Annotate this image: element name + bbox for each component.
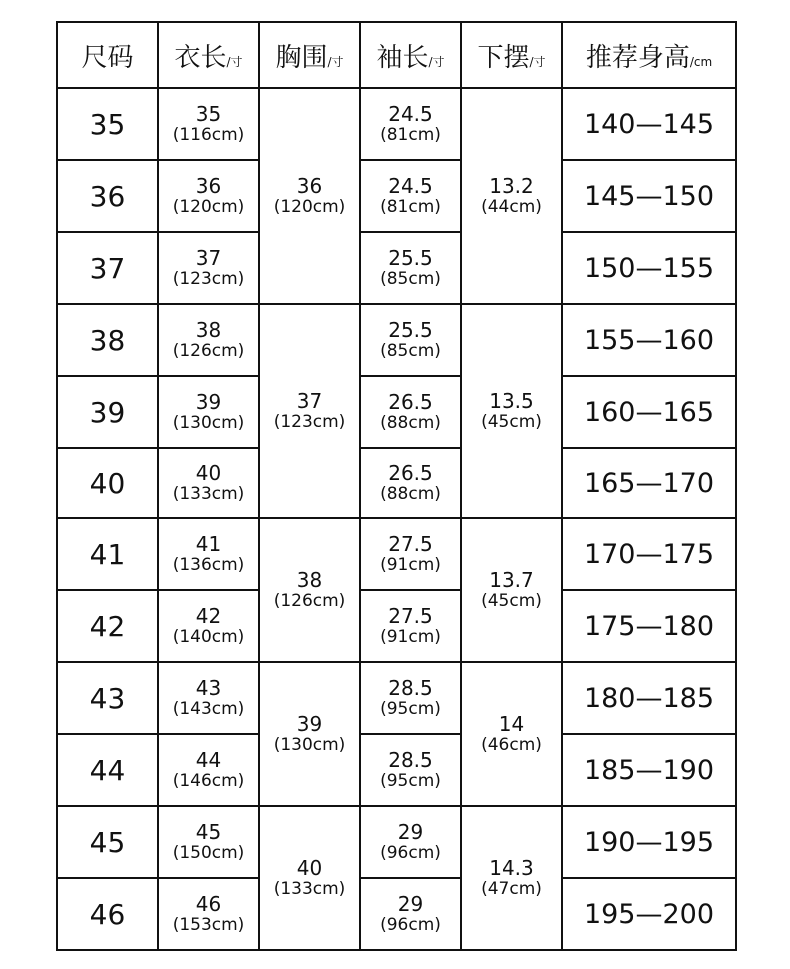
length-cell xyxy=(158,806,259,878)
sleeve-cm: (95cm) xyxy=(380,770,441,791)
sleeve-cell xyxy=(360,304,461,376)
header-length-label: 衣长 xyxy=(174,42,227,73)
hem-value: 14 xyxy=(498,711,525,736)
sleeve-value: 24.5 xyxy=(388,173,433,198)
length-value: 41 xyxy=(195,531,222,556)
sleeve-value: 24.5 xyxy=(388,101,433,126)
table-row xyxy=(57,376,736,448)
hem-value: 14.3 xyxy=(489,855,534,880)
table-row xyxy=(57,232,736,304)
length-cell xyxy=(158,160,259,232)
length-value: 37 xyxy=(195,245,222,270)
height-cell: 150—155 xyxy=(562,232,736,304)
length-cell xyxy=(158,590,259,662)
length-cm: (140cm) xyxy=(172,626,245,647)
height-cell: 175—180 xyxy=(562,590,736,662)
header-chest-unit: /寸 xyxy=(327,54,344,69)
sleeve-value: 29 xyxy=(397,819,424,844)
sleeve-value: 29 xyxy=(397,891,424,916)
length-value: 46 xyxy=(195,891,222,916)
length-cm: (150cm) xyxy=(172,842,245,863)
length-cm: (133cm) xyxy=(172,483,245,504)
sleeve-cell xyxy=(360,518,461,590)
header-height xyxy=(562,22,736,88)
header-chest xyxy=(259,22,360,88)
height-cell: 185—190 xyxy=(562,734,736,806)
hem-value: 13.7 xyxy=(489,567,534,592)
sleeve-cell xyxy=(360,878,461,950)
header-length-unit: /寸 xyxy=(226,54,243,69)
sleeve-cm: (85cm) xyxy=(380,268,441,289)
length-cm: (143cm) xyxy=(172,698,245,719)
header-size xyxy=(57,22,158,88)
hem-cm: (45cm) xyxy=(481,411,542,432)
length-cell xyxy=(158,304,259,376)
sleeve-cell xyxy=(360,806,461,878)
sleeve-cm: (95cm) xyxy=(380,698,441,719)
length-cm: (120cm) xyxy=(172,196,245,217)
length-value: 35 xyxy=(195,101,222,126)
header-sleeve-label: 袖长 xyxy=(376,42,429,73)
table-row xyxy=(57,590,736,662)
height-cell: 140—145 xyxy=(562,88,736,160)
sleeve-cm: (91cm) xyxy=(380,626,441,647)
sleeve-cm: (96cm) xyxy=(380,842,441,863)
length-value: 44 xyxy=(195,747,222,772)
length-cell xyxy=(158,88,259,160)
table-body xyxy=(57,88,736,950)
sleeve-cell xyxy=(360,734,461,806)
header-height-unit: /cm xyxy=(689,54,713,69)
sleeve-value: 27.5 xyxy=(388,531,433,556)
size-cell: 39 xyxy=(57,376,158,448)
chest-value: 36 xyxy=(296,173,323,198)
table-row xyxy=(57,518,736,590)
height-cell: 165—170 xyxy=(562,448,736,518)
chest-cm: (123cm) xyxy=(273,411,346,432)
chest-cell xyxy=(259,518,360,662)
size-cell: 38 xyxy=(57,304,158,376)
table-row xyxy=(57,878,736,950)
hem-cm: (44cm) xyxy=(481,196,542,217)
length-cm: (116cm) xyxy=(172,124,245,145)
length-value: 38 xyxy=(195,317,222,342)
chest-value: 38 xyxy=(296,567,323,592)
table-row xyxy=(57,734,736,806)
chest-cell xyxy=(259,662,360,806)
length-cell xyxy=(158,232,259,304)
table-row xyxy=(57,662,736,734)
length-value: 45 xyxy=(195,819,222,844)
sleeve-cell xyxy=(360,160,461,232)
height-cell: 170—175 xyxy=(562,518,736,590)
hem-cell xyxy=(461,662,562,806)
header-hem xyxy=(461,22,562,88)
hem-cell xyxy=(461,88,562,304)
sleeve-value: 25.5 xyxy=(388,317,433,342)
size-cell: 36 xyxy=(57,160,158,232)
size-cell: 43 xyxy=(57,662,158,734)
chest-cm: (130cm) xyxy=(273,734,346,755)
length-cell xyxy=(158,734,259,806)
header-row xyxy=(57,22,736,88)
height-cell: 180—185 xyxy=(562,662,736,734)
sleeve-cell xyxy=(360,88,461,160)
height-cell: 145—150 xyxy=(562,160,736,232)
sleeve-cm: (81cm) xyxy=(380,124,441,145)
length-cell xyxy=(158,376,259,448)
header-hem-label: 下摆 xyxy=(477,42,530,73)
sleeve-cell xyxy=(360,376,461,448)
table-header xyxy=(57,22,736,88)
header-height-label: 推荐身高 xyxy=(585,42,690,73)
header-size-label: 尺码 xyxy=(81,42,134,73)
size-cell: 46 xyxy=(57,878,158,950)
length-cm: (136cm) xyxy=(172,554,245,575)
length-cm: (126cm) xyxy=(172,340,245,361)
chest-cm: (126cm) xyxy=(273,590,346,611)
length-cell xyxy=(158,448,259,518)
length-value: 42 xyxy=(195,603,222,628)
chest-cell xyxy=(259,88,360,304)
table-row xyxy=(57,88,736,160)
sleeve-cm: (88cm) xyxy=(380,412,441,433)
table-row xyxy=(57,448,736,518)
hem-cm: (45cm) xyxy=(481,590,542,611)
size-chart-table xyxy=(56,21,737,951)
hem-cell xyxy=(461,806,562,950)
hem-cm: (46cm) xyxy=(481,734,542,755)
hem-cell xyxy=(461,518,562,662)
length-cell xyxy=(158,662,259,734)
length-cm: (153cm) xyxy=(172,914,245,935)
size-cell: 40 xyxy=(57,448,158,518)
header-sleeve xyxy=(360,22,461,88)
table-row xyxy=(57,806,736,878)
chest-value: 39 xyxy=(296,711,323,736)
sleeve-value: 27.5 xyxy=(388,603,433,628)
hem-cm: (47cm) xyxy=(481,878,542,899)
height-cell: 160—165 xyxy=(562,376,736,448)
chest-cm: (133cm) xyxy=(273,878,346,899)
size-cell: 44 xyxy=(57,734,158,806)
size-cell: 41 xyxy=(57,518,158,590)
length-cm: (123cm) xyxy=(172,268,245,289)
sleeve-value: 28.5 xyxy=(388,747,433,772)
length-cm: (130cm) xyxy=(172,412,245,433)
sleeve-cell xyxy=(360,590,461,662)
header-sleeve-unit: /寸 xyxy=(428,54,445,69)
hem-cell xyxy=(461,304,562,518)
chest-cell xyxy=(259,806,360,950)
length-cell xyxy=(158,518,259,590)
header-chest-label: 胸围 xyxy=(275,42,328,73)
size-cell: 45 xyxy=(57,806,158,878)
size-cell: 42 xyxy=(57,590,158,662)
height-cell: 155—160 xyxy=(562,304,736,376)
length-cell xyxy=(158,878,259,950)
sleeve-cm: (96cm) xyxy=(380,914,441,935)
height-cell: 195—200 xyxy=(562,878,736,950)
sleeve-value: 26.5 xyxy=(388,460,433,485)
length-value: 39 xyxy=(195,389,222,414)
sleeve-value: 26.5 xyxy=(388,389,433,414)
size-cell: 35 xyxy=(57,88,158,160)
table-row xyxy=(57,160,736,232)
sleeve-cm: (88cm) xyxy=(380,483,441,504)
chest-value: 37 xyxy=(296,388,323,413)
hem-value: 13.5 xyxy=(489,388,534,413)
sleeve-cell xyxy=(360,448,461,518)
chest-cell xyxy=(259,304,360,518)
hem-value: 13.2 xyxy=(489,173,534,198)
sleeve-cm: (81cm) xyxy=(380,196,441,217)
chest-value: 40 xyxy=(296,855,323,880)
sleeve-value: 25.5 xyxy=(388,245,433,270)
height-cell: 190—195 xyxy=(562,806,736,878)
length-cm: (146cm) xyxy=(172,770,245,791)
length-value: 40 xyxy=(195,460,222,485)
length-value: 36 xyxy=(195,173,222,198)
header-hem-unit: /寸 xyxy=(529,54,546,69)
length-value: 43 xyxy=(195,675,222,700)
sleeve-value: 28.5 xyxy=(388,675,433,700)
chest-cm: (120cm) xyxy=(273,196,346,217)
sleeve-cell xyxy=(360,232,461,304)
table-row xyxy=(57,304,736,376)
sleeve-cm: (91cm) xyxy=(380,554,441,575)
sleeve-cell xyxy=(360,662,461,734)
size-cell: 37 xyxy=(57,232,158,304)
header-length xyxy=(158,22,259,88)
sleeve-cm: (85cm) xyxy=(380,340,441,361)
